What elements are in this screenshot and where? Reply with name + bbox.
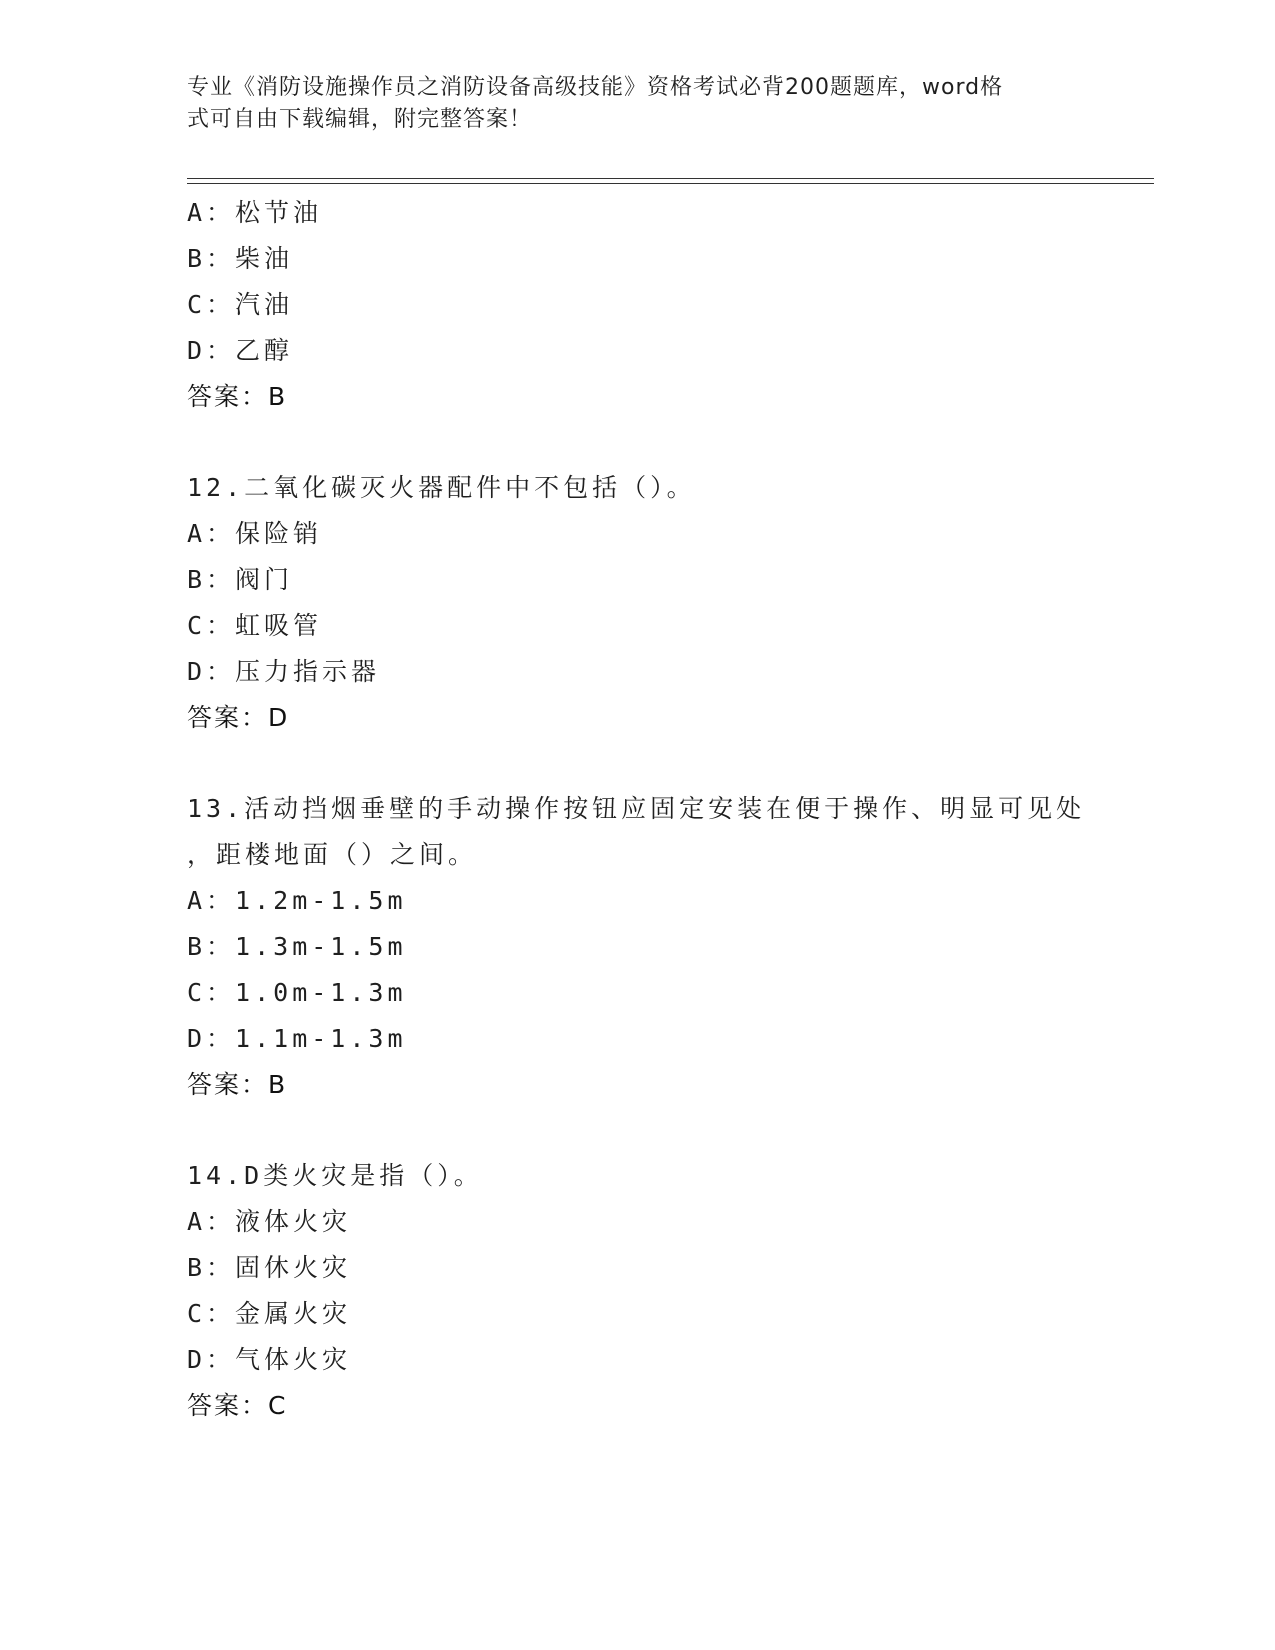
header-line-2: 式可自由下载编辑，附完整答案！ bbox=[187, 107, 533, 132]
question-11 bbox=[187, 190, 1147, 420]
q13-option-a: A：1.2m-1.5m bbox=[187, 886, 407, 915]
question-14 bbox=[187, 1153, 1147, 1429]
question-list bbox=[187, 190, 1147, 1429]
header-divider-bottom bbox=[187, 183, 1154, 184]
header-divider-top bbox=[187, 178, 1154, 179]
q12-option-c: C：虹吸管 bbox=[187, 611, 323, 640]
q11-option-a: A：松节油 bbox=[187, 198, 323, 227]
q12-title: 12.二氧化碳灭火器配件中不包括（）。 bbox=[187, 473, 696, 502]
q14-option-c: C：金属火灾 bbox=[187, 1299, 352, 1328]
header-line-1: 专业《消防设施操作员之消防设备高级技能》资格考试必背200题题库，word格 bbox=[187, 75, 1004, 100]
spacer bbox=[187, 1108, 1147, 1153]
q13-title-line-1: 13.活动挡烟垂壁的手动操作按钮应固定安装在便于操作、明显可见处 bbox=[187, 794, 1086, 823]
spacer bbox=[187, 741, 1147, 786]
q14-option-b: B：固休火灾 bbox=[187, 1253, 352, 1282]
q14-title: 14.D类火灾是指（）。 bbox=[187, 1161, 483, 1190]
q14-answer: 答案：C bbox=[187, 1391, 288, 1420]
spacer bbox=[187, 420, 1147, 465]
q12-answer: 答案：D bbox=[187, 703, 290, 732]
question-13 bbox=[187, 786, 1147, 1108]
document-header bbox=[187, 72, 1067, 136]
q11-option-c: C：汽油 bbox=[187, 290, 294, 319]
q12-option-b: B：阀门 bbox=[187, 565, 294, 594]
q12-option-d: D：压力指示器 bbox=[187, 657, 381, 686]
q14-option-a: A：液体火灾 bbox=[187, 1207, 352, 1236]
question-12 bbox=[187, 465, 1147, 741]
q13-option-c: C：1.0m-1.3m bbox=[187, 978, 407, 1007]
q14-option-d: D：气体火灾 bbox=[187, 1345, 352, 1374]
q11-option-d: D：乙醇 bbox=[187, 336, 294, 365]
q13-option-b: B：1.3m-1.5m bbox=[187, 932, 407, 961]
q13-answer: 答案：B bbox=[187, 1070, 288, 1099]
q11-answer: 答案：B bbox=[187, 382, 288, 411]
q13-title-line-2: ，距楼地面（）之间。 bbox=[187, 840, 478, 869]
q12-option-a: A：保险销 bbox=[187, 519, 323, 548]
q11-option-b: B：柴油 bbox=[187, 244, 294, 273]
q13-option-d: D：1.1m-1.3m bbox=[187, 1024, 407, 1053]
